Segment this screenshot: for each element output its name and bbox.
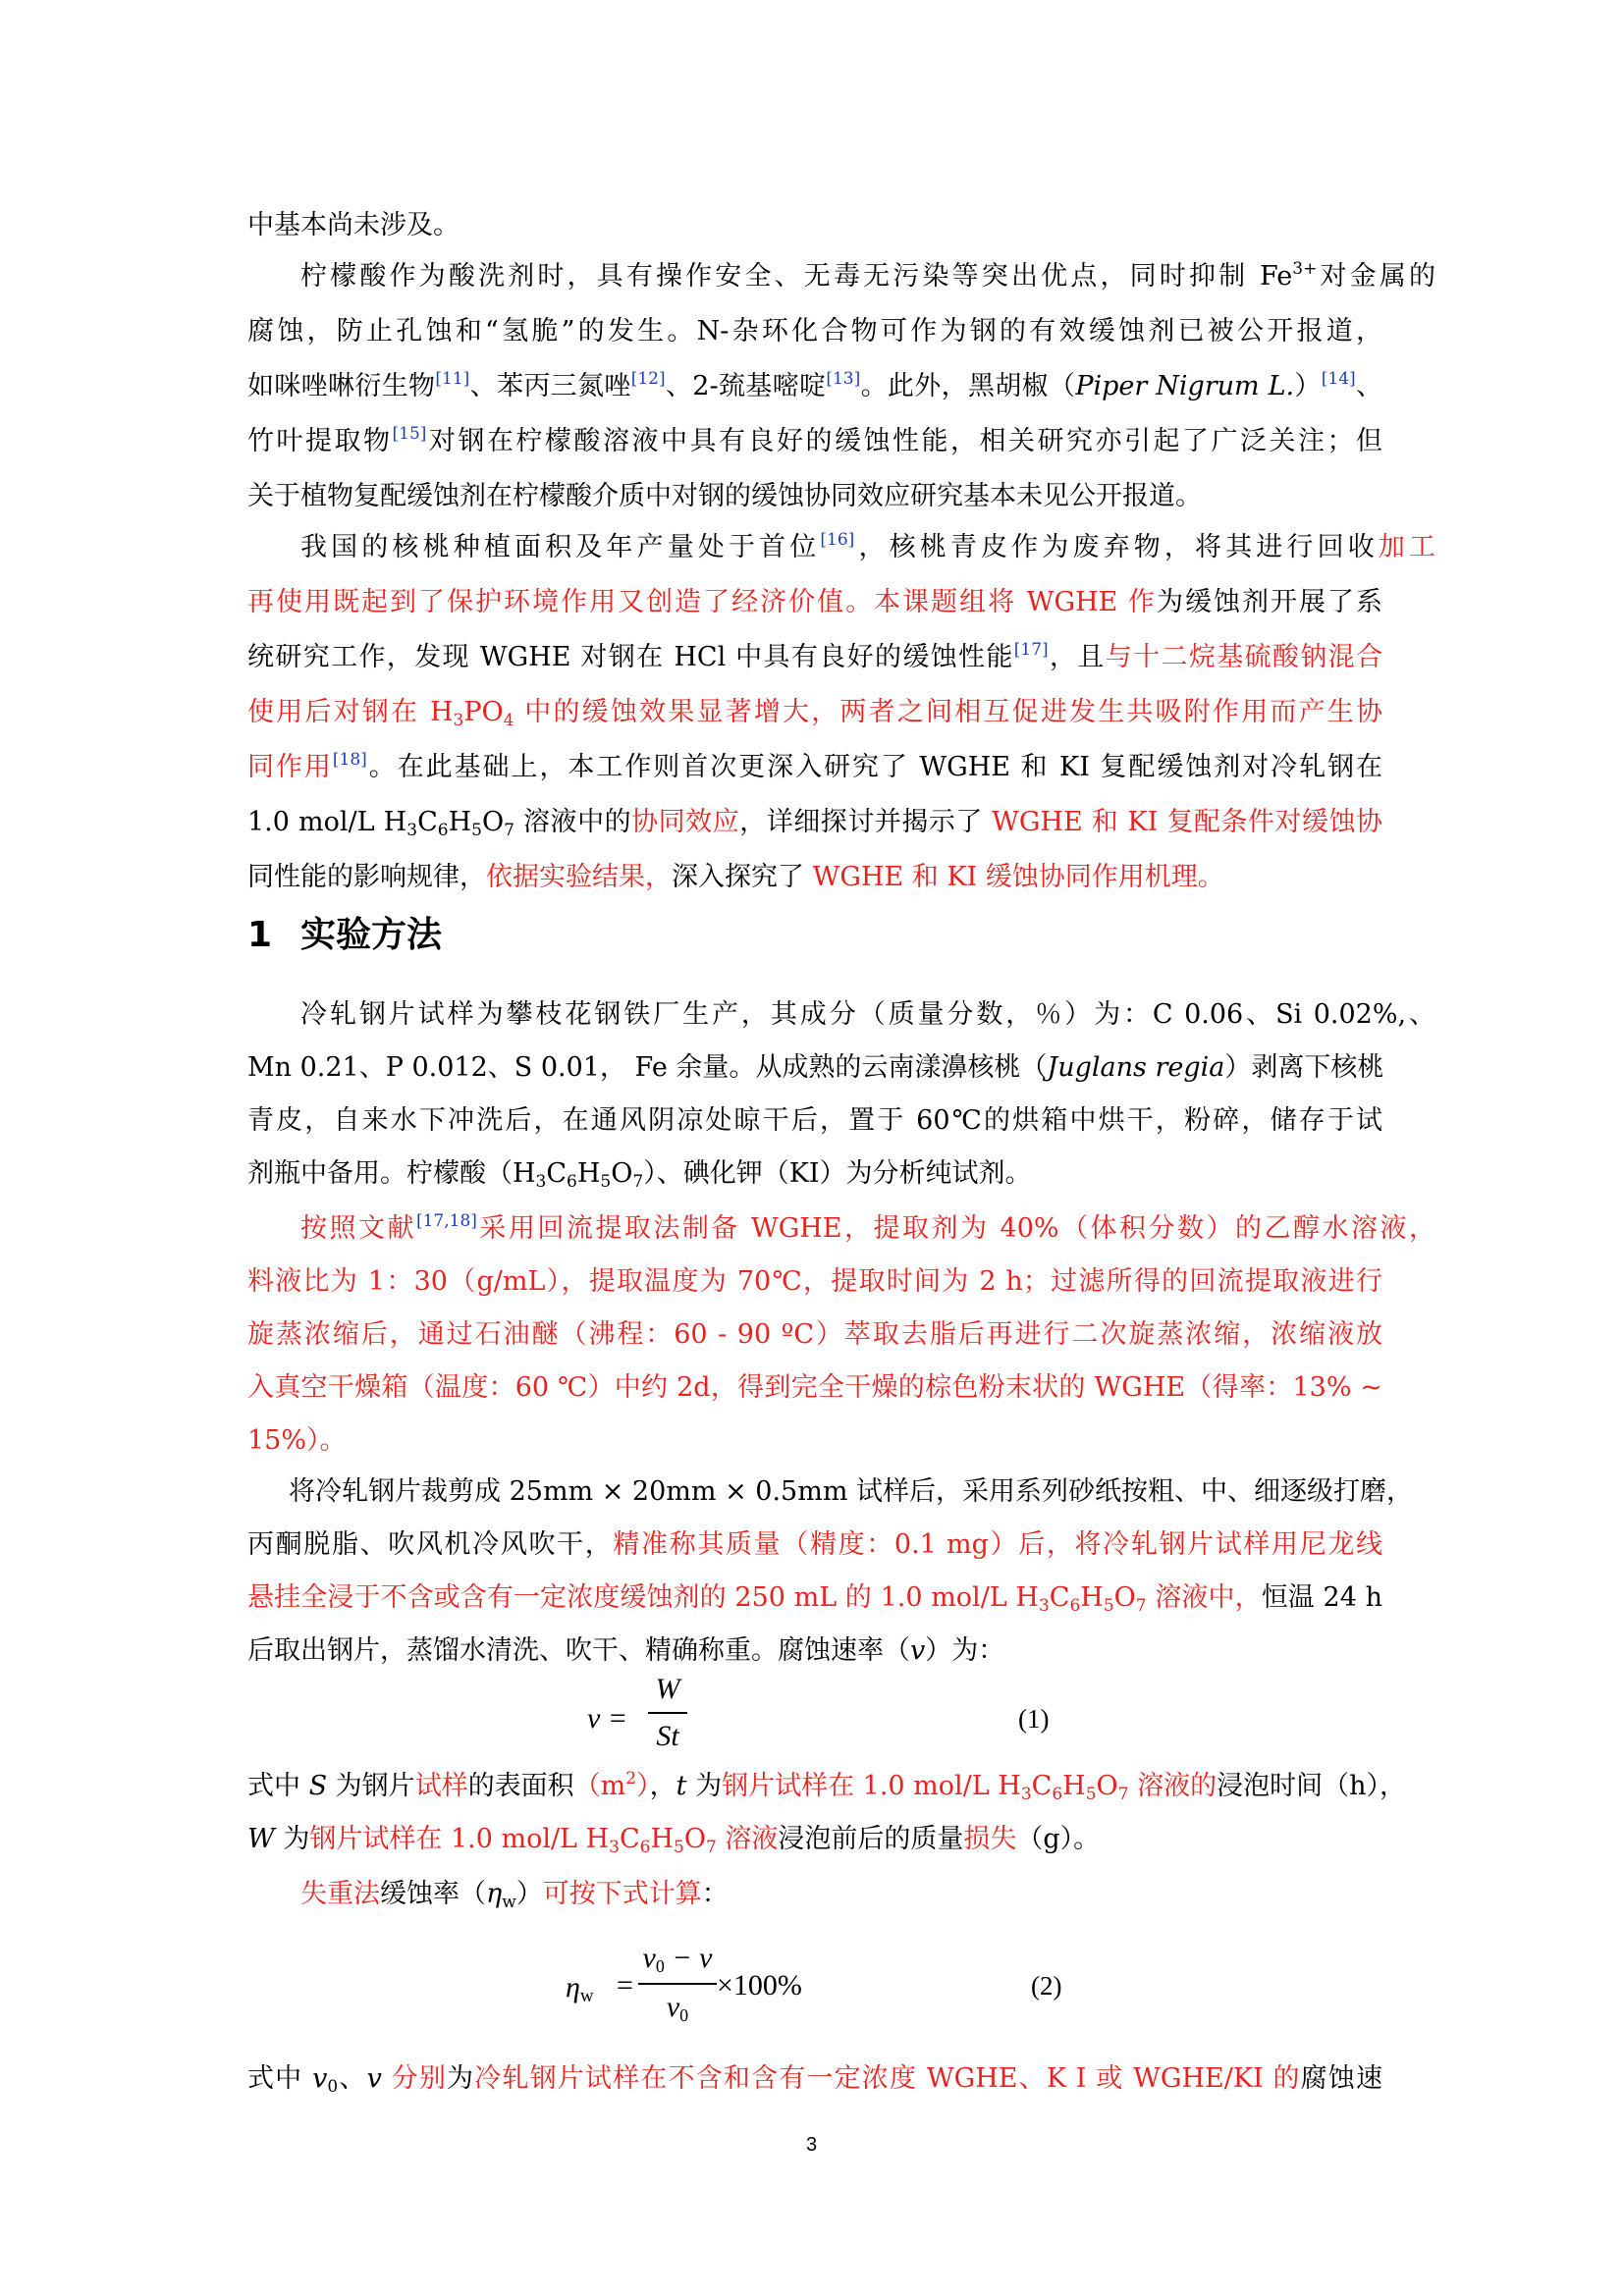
paragraph-line: 悬挂全浸于不含或含有一定浓度缓蚀剂的 250 mL 的 1.0 mol/L $H_3C_6H_5O_7$ 溶液中，恒温 24 h — [247, 1582, 1382, 1616]
document-page: 中基本尚未涉及。 柠檬酸作为酸洗剂时，具有操作安全、无毒无污染等突出优点，同时抑制 $Fe^{3+}$对金属的 腐蚀，防止孔蚀和“氢脆”的发生。N-杂环化合物可作为钢的有效缓蚀剂已被公开报道， 如咪唑啉衍生物[11]、苯丙三氮唑[12]、2-巯基嘧啶[13]。此外，黑胡椒（Piper Nigrum L.）[14]、 竹叶提取物[15]对钢在柠檬酸溶液中具有良好的缓蚀性能，相关研究亦引起了广泛关注；但 关于植物复配缓蚀剂在柠檬酸介质中对钢的缓蚀协同效应研究基本未见公开报道。 我国的核桃种植面积及年产量处于首位[16]，核桃青皮作为废弃物，将其进行回收加工 再使用既起到了保护环境作用又创造了经济价值。本课题组将 WGHE 作为缓蚀剂开展了系 统研究工作，发现 WGHE 对钢在 HCl 中具有良好的缓蚀性能[17]，且与十二烷基硫酸钠混合 使用后对钢在 $H_3PO_4$ 中的缓蚀效果显著增大，两者之间相互促进发生共吸附作用而产生协 同作用[18]。在此基础上，本工作则首次更深入研究了 WGHE 和 KI 复配缓蚀剂对冷轧钢在 1.0 mol/L $H_3C_6H_5O_7$ 溶液中的协同效应，详细探讨并揭示了 WGHE 和 KI 复配条件对缓蚀协 同性能的影响规律，依据实验结果，深入探究了 WGHE 和 KI 缓蚀协同作用机理。 1 实验方法 冷轧钢片试样为攀枝花钢铁厂生产，其成分（质量分数，％）为：C 0.06、Si 0.02%,、 Mn 0.21、P 0.012、S 0.01， Fe 余量。从成熟的云南漾濞核桃（Juglans regia）剥离下核桃 青皮，自来水下冲洗后，在通风阴凉处晾干后，置于 60℃的烘箱中烘干，粉碎，储存于试 剂瓶中备用。柠檬酸$(H_3C_6H_5O_7)$、碘化钾（KI）为分析纯试剂。 按照文献[17,18]采用回流提取法制备 WGHE，提取剂为 40%（体积分数）的乙醇水溶液， 料液比为 1：30（g/mL），提取温度为 70℃，提取时间为 2 h；过滤所得的回流提取液进行 旋蒸浓缩后，通过石油醚（沸程：60 - 90 ºC）萃取去脂后再进行二次旋蒸浓缩，浓缩液放 入真空干燥箱（温度：60 ℃）中约 2d，得到完全干燥的棕色粉末状的 WGHE（得率：13% ~ 15%）。 将冷轧钢片裁剪成 25mm × 20mm × 0.5mm 试样后，采用系列砂纸按粗、中、细逐级打磨， 丙酮脱脂、吹风机冷风吹干，精准称其质量（精度：0.1 mg）后，将冷轧钢片试样用尼龙线 悬挂全浸于不含或含有一定浓度缓蚀剂的 250 mL 的 1.0 mol/L $H_3C_6H_5O_7$ 溶液中，恒温 24 h 后取出钢片，蒸馏水清洗、吹干、精确称重。腐蚀速率（v）为： v = W St (1) 式中 S 为钢片试样的表面积$(m^2)$，t 为钢片试样在 1.0 mol/L $H_3C_6H_5O_7$ 溶液的浸泡时间（h）， W 为钢片试样在 1.0 mol/L $H_3C_6H_5O_7$ 溶液浸泡前后的质量损失（g）。 失重法缓蚀率$(\eta_w)$可按下式计算： $\eta_w$ = $v_0 - v$ $v_0$ ×100% (2) 式中 $v_0$、v 分别为冷轧钢片试样在不含和含有一定浓度 WGHE、K I 或 WGHE/KI 的腐蚀速 3 — [0, 0, 1623, 2296]
paragraph-line: 后取出钢片，蒸馏水清洗、吹干、精确称重。腐蚀速率（v）为： — [247, 1635, 1005, 1666]
paragraph-line: 1.0 mol/L $H_3C_6H_5O_7$ 溶液中的协同效应，详细探讨并揭示了 WGHE 和 KI 复配条件对缓蚀协 — [247, 807, 1383, 840]
paragraph-line: 剂瓶中备用。柠檬酸$(H_3C_6H_5O_7)$、碘化钾（KI）为分析纯试剂。 — [247, 1158, 1032, 1192]
paragraph-line: 料液比为 1：30（g/mL），提取温度为 70℃，提取时间为 2 h；过滤所得的回流提取液进行 — [247, 1266, 1382, 1297]
paragraph-line: 式中 $v_0$、v 分别为冷轧钢片试样在不含和含有一定浓度 WGHE、K I 或 WGHE/KI 的腐蚀速 — [247, 2063, 1382, 2097]
paragraph-line: 同性能的影响规律，依据实验结果，深入探究了 WGHE 和 KI 缓蚀协同作用机理。 — [247, 862, 1224, 892]
paragraph-line: 失重法缓蚀率$(\eta_w)$可按下式计算： — [300, 1879, 729, 1912]
paragraph-line: 再使用既起到了保护环境作用又创造了经济价值。本课题组将 WGHE 作为缓蚀剂开展了系 — [247, 587, 1383, 617]
citation-link[interactable]: [17,18] — [415, 1211, 477, 1231]
paragraph-line: 冷轧钢片试样为攀枝花钢铁厂生产，其成分（质量分数，％）为：C 0.06、Si 0.02%,、 — [300, 999, 1435, 1030]
citation-link[interactable]: [16] — [820, 530, 855, 550]
paragraph-line: 竹叶提取物[15]对钢在柠檬酸溶液中具有良好的缓蚀性能，相关研究亦引起了广泛关注；但 — [247, 424, 1383, 456]
paragraph-line: 同作用[18]。在此基础上，本工作则首次更深入研究了 WGHE 和 KI 复配缓蚀剂对冷轧钢在 — [247, 750, 1382, 782]
citation-link[interactable]: [18] — [332, 750, 367, 770]
paragraph-line: 腐蚀，防止孔蚀和“氢脆”的发生。N-杂环化合物可作为钢的有效缓蚀剂已被公开报道， — [247, 316, 1382, 347]
paragraph-line: 丙酮脱脂、吹风机冷风吹干，精准称其质量（精度：0.1 mg）后，将冷轧钢片试样用尼龙线 — [247, 1529, 1382, 1560]
paragraph-line: 如咪唑啉衍生物[11]、苯丙三氮唑[12]、2-巯基嘧啶[13]。此外，黑胡椒（Piper Nigrum L.）[14]、 — [247, 369, 1383, 401]
paragraph-line: 关于植物复配缓蚀剂在柠檬酸介质中对钢的缓蚀协同效应研究基本未见公开报道。 — [247, 481, 1202, 511]
citation-link[interactable]: [13] — [826, 369, 861, 389]
citation-link[interactable]: [14] — [1321, 369, 1356, 389]
page-number: 3 — [805, 2134, 818, 2156]
citation-link[interactable]: [15] — [392, 424, 427, 444]
paragraph-line: 统研究工作，发现 WGHE 对钢在 HCl 中具有良好的缓蚀性能[17]，且与十二烷基硫酸钠混合 — [247, 640, 1383, 672]
paragraph-line: W 为钢片试样在 1.0 mol/L $H_3C_6H_5O_7$ 溶液浸泡前后的质量损失（g）。 — [247, 1824, 1101, 1857]
paragraph-line: 我国的核桃种植面积及年产量处于首位[16]，核桃青皮作为废弃物，将其进行回收加工 — [300, 530, 1436, 562]
paragraph-line: 旋蒸浓缩后，通过石油醚（沸程：60 - 90 ºC）萃取去脂后再进行二次旋蒸浓缩，浓缩液放 — [247, 1319, 1382, 1350]
paragraph-line: 柠檬酸作为酸洗剂时，具有操作安全、无毒无污染等突出优点，同时抑制 $Fe^{3+}$对金属的 — [300, 259, 1436, 292]
paragraph-line: Mn 0.21、P 0.012、S 0.01， Fe 余量。从成熟的云南漾濞核桃（Juglans regia）剥离下核桃 — [247, 1052, 1384, 1083]
paragraph-line: 使用后对钢在 $H_3PO_4$ 中的缓蚀效果显著增大，两者之间相互促进发生共吸附作用而产生协 — [247, 697, 1382, 730]
citation-link[interactable]: [11] — [435, 369, 470, 389]
section-heading: 1 实验方法 — [247, 915, 443, 955]
citation-link[interactable]: [12] — [630, 369, 666, 389]
paragraph-line: 青皮，自来水下冲洗后，在通风阴凉处晾干后，置于 60℃的烘箱中烘干，粉碎，储存于试 — [247, 1105, 1382, 1136]
paragraph-line: 中基本尚未涉及。 — [247, 210, 460, 240]
paragraph-line: 式中 S 为钢片试样的表面积$(m^2)$，t 为钢片试样在 1.0 mol/L $H_3C_6H_5O_7$ 溶液的浸泡时间（h）， — [247, 1769, 1406, 1804]
citation-link[interactable]: [17] — [1013, 640, 1049, 660]
paragraph-line: 15%）。 — [247, 1425, 347, 1456]
paragraph-line: 将冷轧钢片裁剪成 25mm × 20mm × 0.5mm 试样后，采用系列砂纸按粗、中、细逐级打磨， — [289, 1476, 1414, 1507]
paragraph-line: 按照文献[17,18]采用回流提取法制备 WGHE，提取剂为 40%（体积分数）的乙醇水溶液， — [300, 1211, 1435, 1244]
paragraph-line: 入真空干燥箱（温度：60 ℃）中约 2d，得到完全干燥的棕色粉末状的 WGHE（得率：13% ~ — [247, 1372, 1382, 1403]
